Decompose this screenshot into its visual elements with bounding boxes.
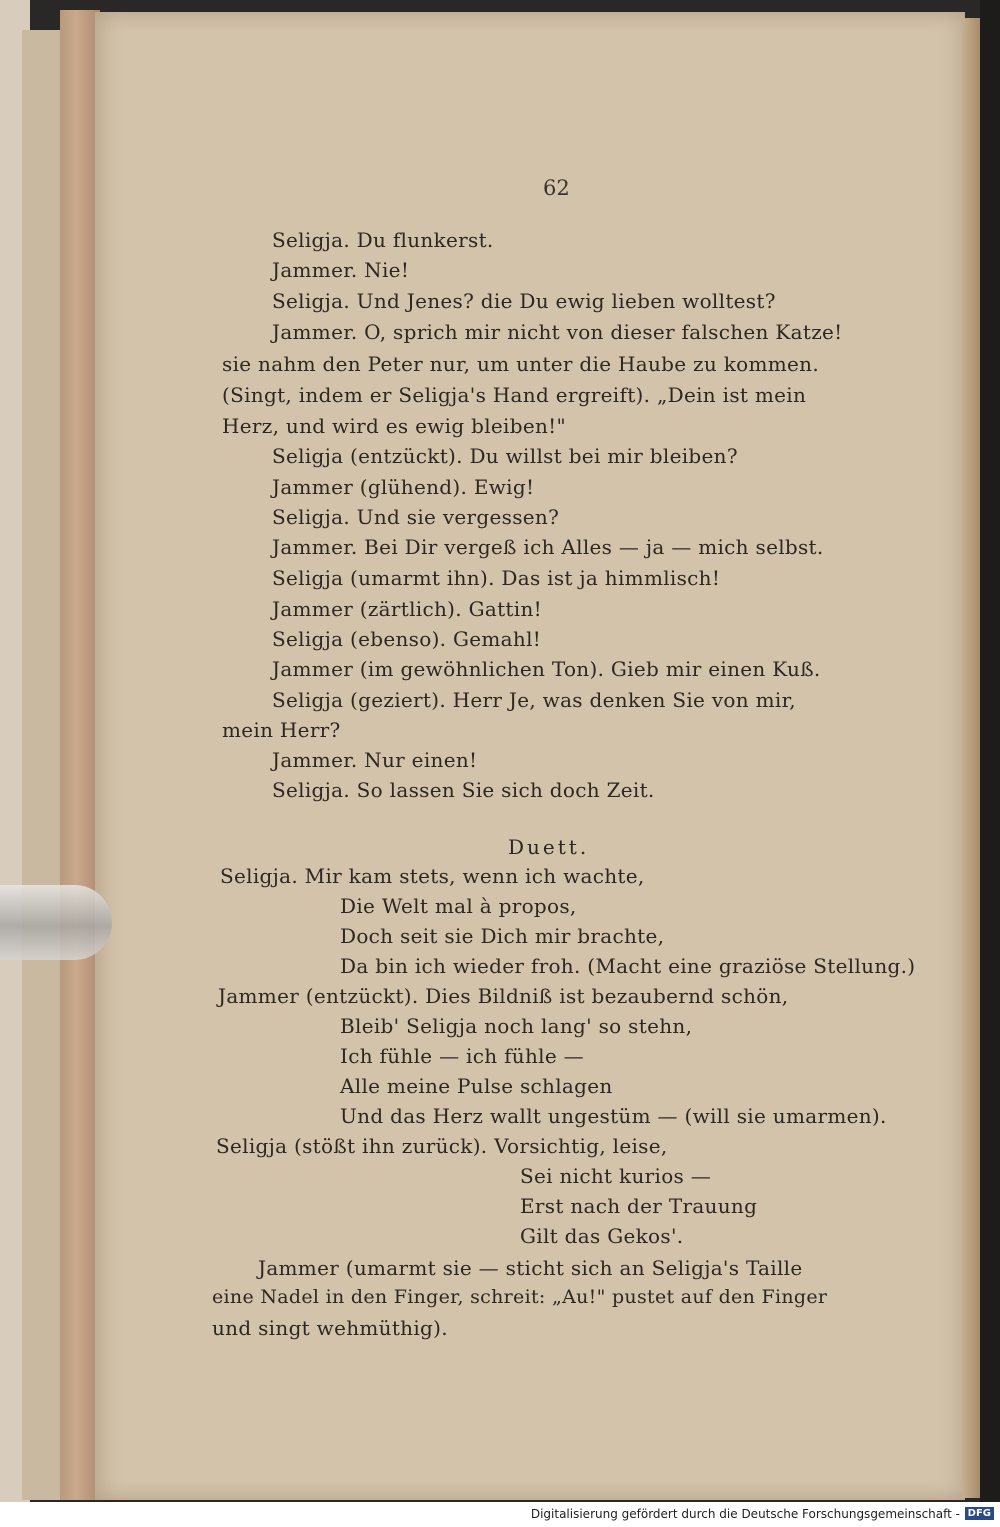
dfg-logo: DFG bbox=[965, 1507, 994, 1520]
text-line: Jammer (zärtlich). Gattin! bbox=[272, 597, 542, 621]
text-line: eine Nadel in den Finger, schreit: „Au!" pustet auf den Finger bbox=[212, 1286, 828, 1308]
text-line: Seligja (entzückt). Du willst bei mir bleiben? bbox=[272, 444, 738, 468]
section-heading: Duett. bbox=[508, 835, 590, 859]
text-line: Da bin ich wieder froh. (Macht eine graziöse Stellung.) bbox=[340, 954, 916, 978]
text-line: Seligja (geziert). Herr Je, was denken Sie von mir, bbox=[272, 688, 796, 712]
text-line: Seligja. Du flunkerst. bbox=[272, 228, 494, 252]
page-clip bbox=[0, 885, 112, 960]
text-line: Seligja (stößt ihn zurück). Vorsichtig, leise, bbox=[216, 1134, 668, 1158]
footer-credit: Digitalisierung gefördert durch die Deutsche Forschungsgemeinschaft - bbox=[530, 1507, 960, 1521]
text-line: Jammer. Bei Dir vergeß ich Alles — ja — mich selbst. bbox=[272, 535, 824, 559]
text-line: Gilt das Gekos'. bbox=[520, 1224, 684, 1248]
text-line: Jammer (entzückt). Dies Bildniß ist bezaubernd schön, bbox=[218, 984, 789, 1008]
text-line: Seligja (ebenso). Gemahl! bbox=[272, 627, 542, 651]
book-spine bbox=[962, 18, 980, 1498]
text-line: Bleib' Seligja noch lang' so stehn, bbox=[340, 1014, 693, 1038]
text-line: Seligja. Und sie vergessen? bbox=[272, 505, 560, 529]
text-line: Doch seit sie Dich mir brachte, bbox=[340, 924, 665, 948]
text-line: Herz, und wird es ewig bleiben!" bbox=[222, 414, 567, 438]
page-number: 62 bbox=[543, 176, 570, 200]
background-right bbox=[980, 0, 1000, 1527]
text-line: Jammer (im gewöhnlichen Ton). Gieb mir einen Kuß. bbox=[272, 657, 821, 681]
text-line: Jammer. Nie! bbox=[272, 258, 410, 282]
text-line: Jammer (glühend). Ewig! bbox=[272, 475, 535, 499]
text-line: Erst nach der Trauung bbox=[520, 1194, 758, 1218]
text-line: Seligja (umarmt ihn). Das ist ja himmlisch! bbox=[272, 566, 721, 590]
text-line: Die Welt mal à propos, bbox=[340, 894, 577, 918]
text-line: Alle meine Pulse schlagen bbox=[340, 1074, 613, 1098]
background-board bbox=[22, 30, 63, 1500]
text-line: und singt wehmüthig). bbox=[212, 1316, 448, 1340]
text-line: Jammer (umarmt sie — sticht sich an Seligja's Taille bbox=[258, 1256, 803, 1280]
text-line: Seligja. So lassen Sie sich doch Zeit. bbox=[272, 778, 655, 802]
text-line: (Singt, indem er Seligja's Hand ergreift). „Dein ist mein bbox=[222, 383, 807, 407]
text-line: Und das Herz wallt ungestüm — (will sie umarmen). bbox=[340, 1104, 887, 1128]
page-edges bbox=[60, 10, 100, 1500]
text-line: sie nahm den Peter nur, um unter die Haube zu kommen. bbox=[222, 352, 819, 376]
text-line: Sei nicht kurios — bbox=[520, 1164, 712, 1188]
text-line: Seligja. Mir kam stets, wenn ich wachte, bbox=[220, 864, 645, 888]
text-line: Jammer. Nur einen! bbox=[272, 748, 478, 772]
text-line: Jammer. O, sprich mir nicht von dieser falschen Katze! bbox=[272, 320, 843, 344]
text-line: Seligja. Und Jenes? die Du ewig lieben wolltest? bbox=[272, 289, 776, 313]
text-line: mein Herr? bbox=[222, 718, 341, 742]
text-line: Ich fühle — ich fühle — bbox=[340, 1044, 584, 1068]
